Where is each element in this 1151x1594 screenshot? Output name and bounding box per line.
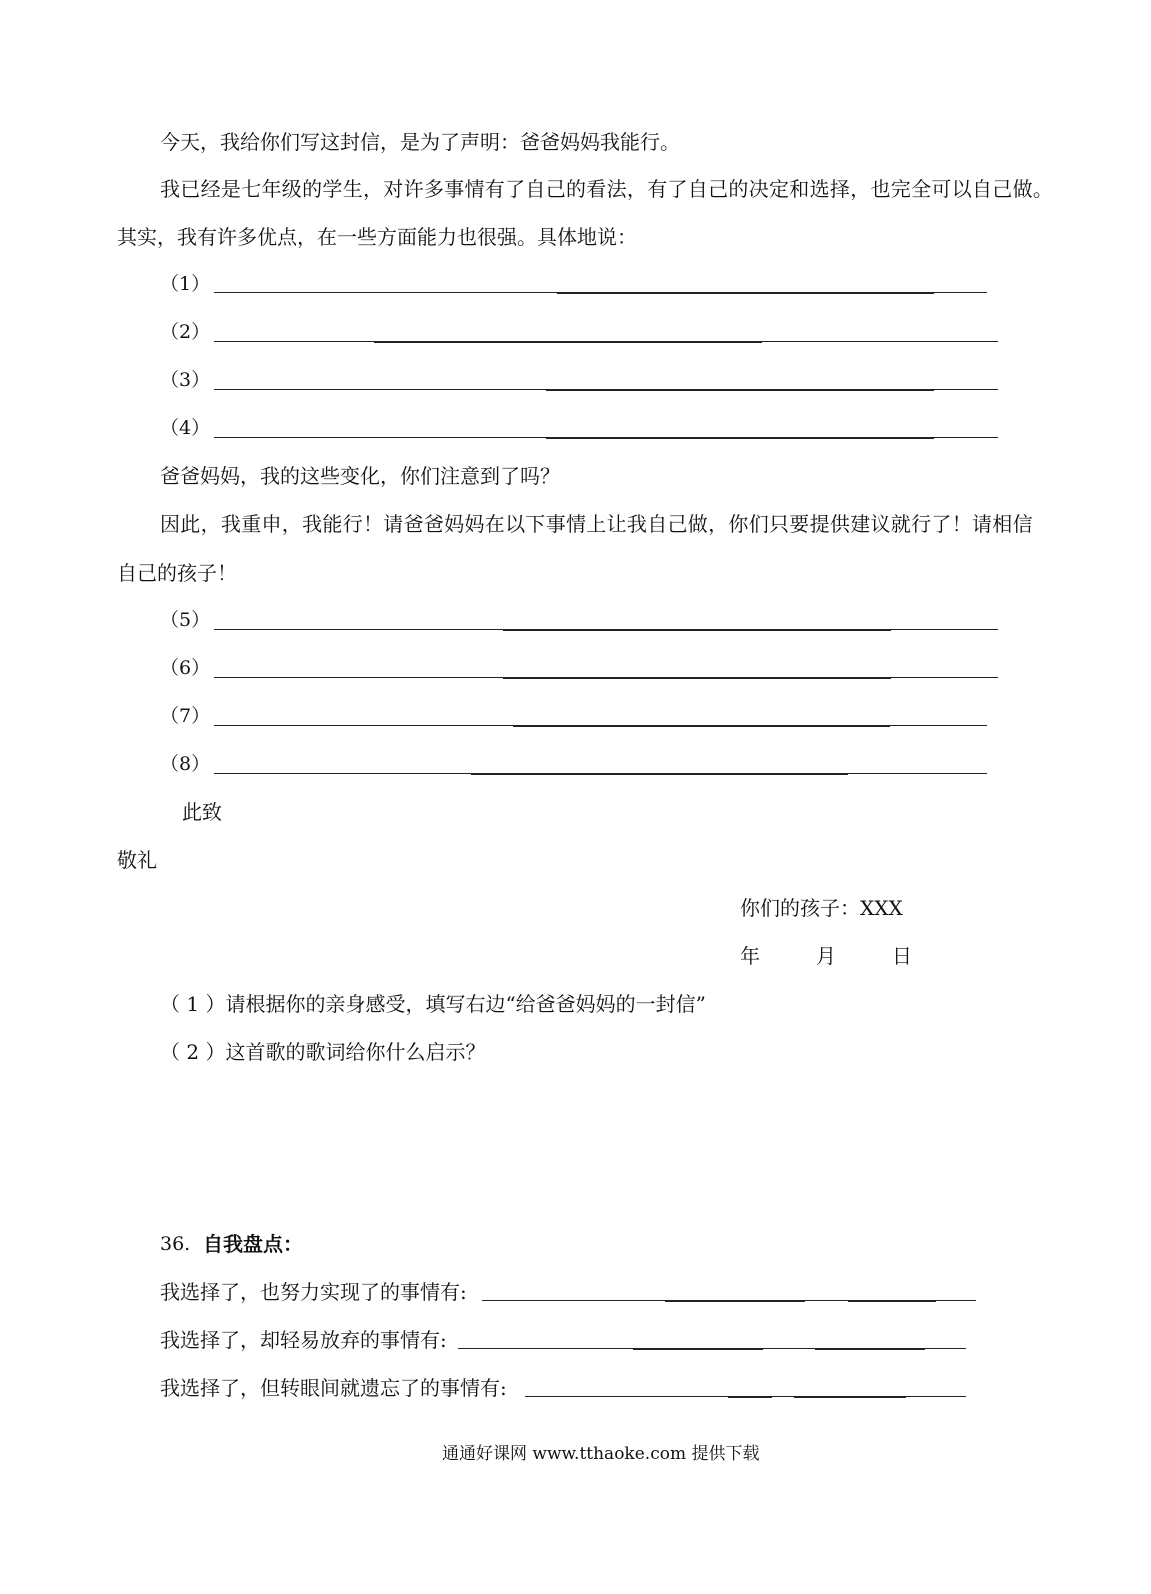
answer-line-8-accent <box>471 773 848 775</box>
blank-label-6: （6） <box>160 657 211 679</box>
question-1: （ 1 ）请根据你的亲身感受，填写右边“给爸爸妈妈的一封信” <box>160 992 706 1016</box>
answer-line-3-accent <box>546 389 934 391</box>
letter-paragraph-2-line-2: 其实，我有许多优点，在一些方面能力也很强。具体地说： <box>117 225 637 249</box>
self-review-line-2-accent-b <box>815 1348 925 1350</box>
answer-line-4-accent <box>546 437 934 439</box>
blank-label-8: （8） <box>160 753 211 775</box>
blank-label-1: （1） <box>160 273 211 295</box>
letter-paragraph-3: 爸爸妈妈，我的这些变化，你们注意到了吗？ <box>160 464 560 488</box>
blank-label-3: （3） <box>160 369 211 391</box>
answer-line-6-accent <box>503 677 891 679</box>
page-footer: 通通好课网 www.tthaoke.com 提供下载 <box>442 1444 760 1464</box>
section-36-number: 36. <box>160 1233 191 1255</box>
blank-label-5: （5） <box>160 609 211 631</box>
answer-line-1-accent <box>557 292 934 294</box>
letter-paragraph-1: 今天，我给你们写这封信，是为了声明：爸爸妈妈我能行。 <box>160 130 680 154</box>
self-review-line-1-accent-b <box>848 1300 936 1302</box>
self-review-prompt-2: 我选择了，却轻易放弃的事情有: <box>160 1328 447 1352</box>
self-review-line-3-accent-a <box>728 1396 772 1398</box>
blank-label-7: （7） <box>160 705 211 727</box>
letter-closing-2: 敬礼 <box>117 848 157 872</box>
self-review-prompt-1: 我选择了，也努力实现了的事情有: <box>160 1280 467 1304</box>
letter-paragraph-4-line-2: 自己的孩子！ <box>117 561 237 585</box>
date-year: 年 <box>740 944 760 968</box>
date-month: 月 <box>816 944 836 968</box>
letter-paragraph-2-line-1: 我已经是七年级的学生，对许多事情有了自己的看法，有了自己的决定和选择，也完全可以自己做。 <box>160 177 1054 201</box>
answer-line-2-accent <box>374 341 762 343</box>
answer-line-7-accent <box>513 725 890 727</box>
letter-closing-1: 此致 <box>182 800 222 824</box>
self-review-line-2-accent-a <box>633 1348 763 1350</box>
letter-paragraph-4-line-1: 因此，我重申，我能行！请爸爸妈妈在以下事情上让我自己做，你们只要提供建议就行了！请相信 <box>160 512 1033 536</box>
self-review-line-1-accent-a <box>665 1300 805 1302</box>
blank-label-2: （2） <box>160 321 211 343</box>
date-day: 日 <box>892 944 912 968</box>
question-2: （ 2 ）这首歌的歌词给你什么启示？ <box>160 1040 486 1064</box>
blank-label-4: （4） <box>160 417 211 439</box>
section-36-title: 自我盘点： <box>203 1232 303 1256</box>
self-review-prompt-3: 我选择了，但转眼间就遗忘了的事情有: <box>160 1376 507 1400</box>
self-review-line-3-accent-b <box>794 1396 906 1398</box>
answer-line-5-accent <box>503 629 891 631</box>
letter-signature: 你们的孩子：XXX <box>740 896 903 920</box>
